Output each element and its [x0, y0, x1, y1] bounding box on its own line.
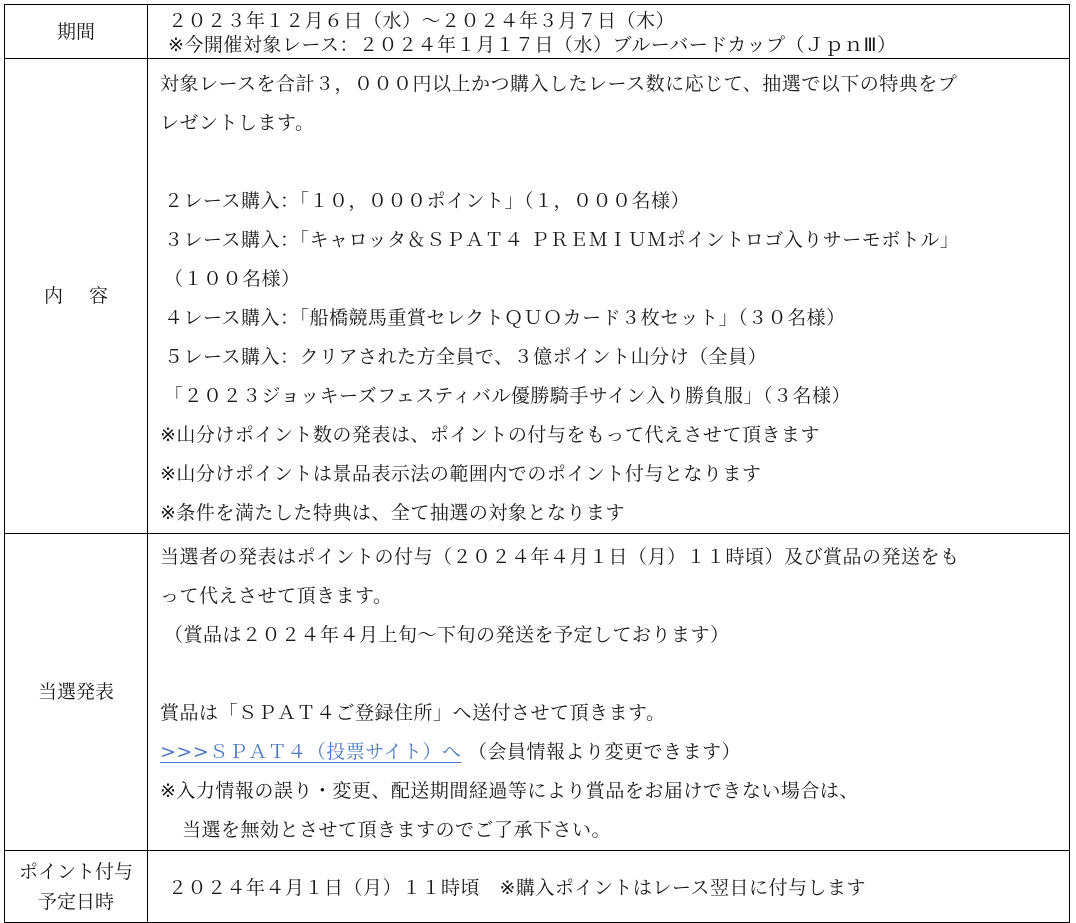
- period-dates: ２０２３年１２月６日（水）～２０２４年３月７日（木）: [168, 10, 676, 32]
- note-lottery: ※条件を満たした特典は、全て抽選の対象となります: [160, 502, 625, 524]
- note-point-announcement: ※山分けポイント数の発表は、ポイントの付与をもって代えさせて頂きます: [160, 424, 820, 446]
- note-premiums-law: ※山分けポイントは景品表示法の範囲内でのポイント付与となります: [160, 463, 762, 485]
- invalid-note-line-1: ※入力情報の誤り・変更、配送期間経過等により賞品をお届けできない場合は、: [160, 780, 859, 802]
- point-details: [148, 851, 1070, 923]
- announce-label: 当選発表: [5, 534, 148, 851]
- prize-5-races: ５レース購入：クリアされた方全員で、３億ポイント山分け（全員）: [164, 346, 768, 368]
- content-details: [148, 59, 1070, 534]
- prize-3-races-count: （１００名様）: [164, 268, 301, 290]
- announce-details: [148, 534, 1070, 851]
- prize-5-races-extra: 「２０２３ジョッキーズフェスティバル優勝騎手サイン入り勝負服」（３名様）: [164, 385, 851, 407]
- point-label: [5, 851, 148, 923]
- blank-line: [160, 143, 1069, 182]
- announce-line-2: って代えさせて頂きます。: [160, 585, 393, 607]
- announce-line-1: 当選者の発表はポイントの付与（２０２４年４月１日（月）１１時頃）及び賞品の発送をも: [160, 546, 960, 568]
- point-row: [5, 851, 1070, 923]
- prize-3-races: ３レース購入：「キャロッタ＆ＳＰＡＴ４ ＰＲＥＭＩＵＭポイントロゴ入りサーモボトル」: [164, 229, 960, 251]
- announce-row: [5, 534, 1070, 851]
- shipping-address: 賞品は「ＳＰＡＴ４ご登録住所」へ送付させて頂きます。: [160, 702, 666, 724]
- content-label-text: 内容: [43, 285, 134, 307]
- content-label: [5, 59, 148, 534]
- content-intro-line-2: レゼントします。: [160, 112, 315, 134]
- shipping-schedule: （賞品は２０２４年４月上旬～下旬の発送を予定しております）: [164, 624, 730, 646]
- point-label-line-2: 予定日時: [37, 890, 114, 913]
- period-target-race: ※今開催対象レース：２０２４年１月１７日（水）ブルーバードカップ（ＪｐｎⅢ）: [168, 34, 897, 56]
- campaign-info-table: [4, 4, 1070, 923]
- point-label-line-1: ポイント付与: [18, 860, 133, 883]
- invalid-note-line-2: 当選を無効とさせて頂きますのでご了承下さい。: [182, 819, 612, 841]
- spat4-link-line: [160, 733, 1069, 772]
- blank-line: [160, 655, 1069, 694]
- member-info-note: （会員情報より変更できます）: [467, 741, 741, 763]
- period-content: [148, 5, 1070, 59]
- spat4-voting-site-link[interactable]: >>>ＳＰＡＴ４（投票サイト）へ: [160, 741, 462, 763]
- prize-2-races: ２レース購入：「１０，０００ポイント」（１，０００名様）: [164, 190, 691, 212]
- period-row: [5, 5, 1070, 59]
- content-intro-line-1: 対象レースを合計３，０００円以上かつ購入したレース数に応じて、抽選で以下の特典をプ: [160, 73, 958, 95]
- prize-4-races: ４レース購入：「船橋競馬重賞セレクトＱＵＯカード３枚セット」（３０名様）: [164, 307, 846, 329]
- point-schedule: ２０２４年４月１日（月）１１時頃 ※購入ポイントはレース翌日に付与します: [168, 877, 866, 899]
- content-row: [5, 59, 1070, 534]
- period-label: 期間: [5, 5, 148, 59]
